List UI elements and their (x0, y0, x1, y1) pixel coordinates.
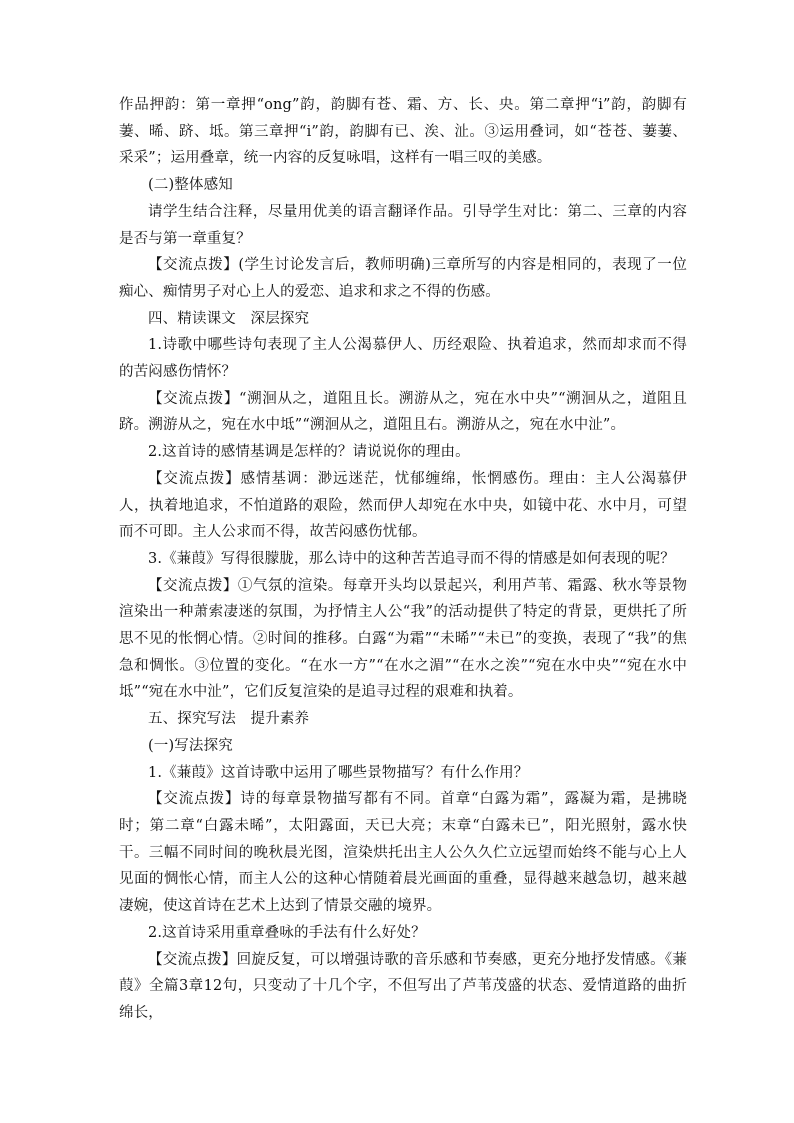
paragraph-text: 请学生结合注释，尽量用优美的语言翻译作品。引导学生对比：第二、三章的内容是否与第一章重复？ (119, 203, 687, 247)
answer-3 (119, 573, 687, 707)
paragraph-text: “溯洄从之，道阻且长。溯游从之，宛在水中央”“溯洄从之，道阻且跻。溯游从之，宛在水中坻”“溯洄从之，道阻且右。溯游从之，宛在水中沚”。 (119, 390, 687, 434)
heading-text: 四、精读课文 深层探究 (148, 310, 310, 327)
question-text: 2.这首诗的感情基调是怎样的？请说说你的理由。 (148, 444, 470, 461)
exchange-tag: 【交流点拨】 (148, 951, 237, 968)
paragraph-rhyme-analysis (119, 92, 687, 172)
heading-text: (二)整体感知 (148, 177, 233, 194)
answer-1 (119, 386, 687, 439)
answer-4 (119, 786, 687, 920)
exchange-tag: 【交流点拨】 (148, 791, 241, 808)
paragraph-text: 感情基调：渺远迷茫，忧郁缠绵，怅惘感伤。理由：主人公渴慕伊人，执着地追求，不怕道路的艰险，然而伊人却宛在水中央，如镜中花、水中月，可望而不可即。主人公求而不得，故苦闷感伤忧郁。 (119, 470, 687, 541)
question-4 (119, 760, 687, 787)
question-text: 1.诗歌中哪些诗句表现了主人公渴慕伊人、历经艰险、执着追求，然而却求而不得的苦闷感伤情怀？ (119, 337, 687, 381)
document-body (119, 92, 687, 1027)
paragraph-text: ①气氛的渲染。每章开头均以景起兴，利用芦苇、霜露、秋水等景物渲染出一种萧索凄迷的氛围，为抒情主人公“我”的活动提供了特定的背景，更烘托了所思不见的怅惘心情。②时间的推移。白露“为霜”“未晞”“未已”的变换，表现了“我”的焦急和惆怅。③位置的变化。“在水一方”“在水之湄”“在水之涘”“宛在水中央”“宛在水中坻”“宛在水中沚”，它们反复渲染的是追寻过程的艰难和执着。 (119, 577, 687, 701)
exchange-tag: 【交流点拨】 (148, 577, 238, 594)
section-heading-close-reading (119, 306, 687, 333)
paragraph-translation-task (119, 199, 687, 252)
heading-text: 五、探究写法 提升素养 (148, 711, 310, 728)
question-2 (119, 439, 687, 466)
answer-2 (119, 466, 687, 546)
question-5 (119, 920, 687, 947)
subsection-heading-writing-exploration (119, 733, 687, 760)
paragraph-text: 回旋反复，可以增强诗歌的音乐感和节奏感，更充分地抒发情感。《蒹葭》全篇3章12句，只变动了十几个字，不但写出了芦苇茂盛的状态、爱情道路的曲折绵长， (119, 951, 687, 1021)
question-text: 2.这首诗采用重章叠咏的手法有什么好处？ (148, 924, 426, 941)
paragraph-discussion-answer (119, 252, 687, 305)
heading-text: (一)写法探究 (148, 737, 233, 754)
question-3 (119, 546, 687, 573)
exchange-tag: 【交流点拨】 (148, 257, 239, 274)
question-text: 3.《蒹葭》写得很朦胧，那么诗中的这种苦苦追寻而不得的情感是如何表现的呢？ (148, 550, 675, 567)
paragraph-text: 诗的每章景物描写都有不同。首章“白露为霜”，露凝为霜，是拂晓时；第二章“白露未晞”，太阳露面，天已大亮；末章“白露未已”，阳光照射，露水快干。三幅不同时间的晚秋晨光图，渲染烘托出主人公久久伫立远望而始终不能与心上人见面的惆怅心情，而主人公的这种心情随着晨光画面的重叠，显得越来越急切，越来越凄婉，使这首诗在艺术上达到了情景交融的境界。 (119, 791, 687, 915)
paragraph-text: (学生讨论发言后，教师明确)三章所写的内容是相同的，表现了一位痴心、痴情男子对心上人的爱恋、追求和求之不得的伤感。 (119, 257, 687, 300)
section-heading-overall-perception (119, 172, 687, 199)
question-text: 1.《蒹葭》这首诗歌中运用了哪些景物描写？有什么作用？ (148, 764, 529, 781)
exchange-tag: 【交流点拨】 (148, 470, 241, 487)
section-heading-writing-methods (119, 706, 687, 733)
question-1 (119, 332, 687, 385)
answer-5 (119, 947, 687, 1027)
exchange-tag: 【交流点拨】 (148, 390, 240, 407)
paragraph-text: 作品押韵：第一章押“ong”韵，韵脚有苍、霜、方、长、央。第二章押“i”韵，韵脚有萋、晞、跻、坻。第三章押“i”韵，韵脚有已、涘、沚。③运用叠词，如“苍苍、萋萋、采采”；运用叠章，统一内容的反复咏唱，这样有一唱三叹的美感。 (119, 97, 687, 167)
